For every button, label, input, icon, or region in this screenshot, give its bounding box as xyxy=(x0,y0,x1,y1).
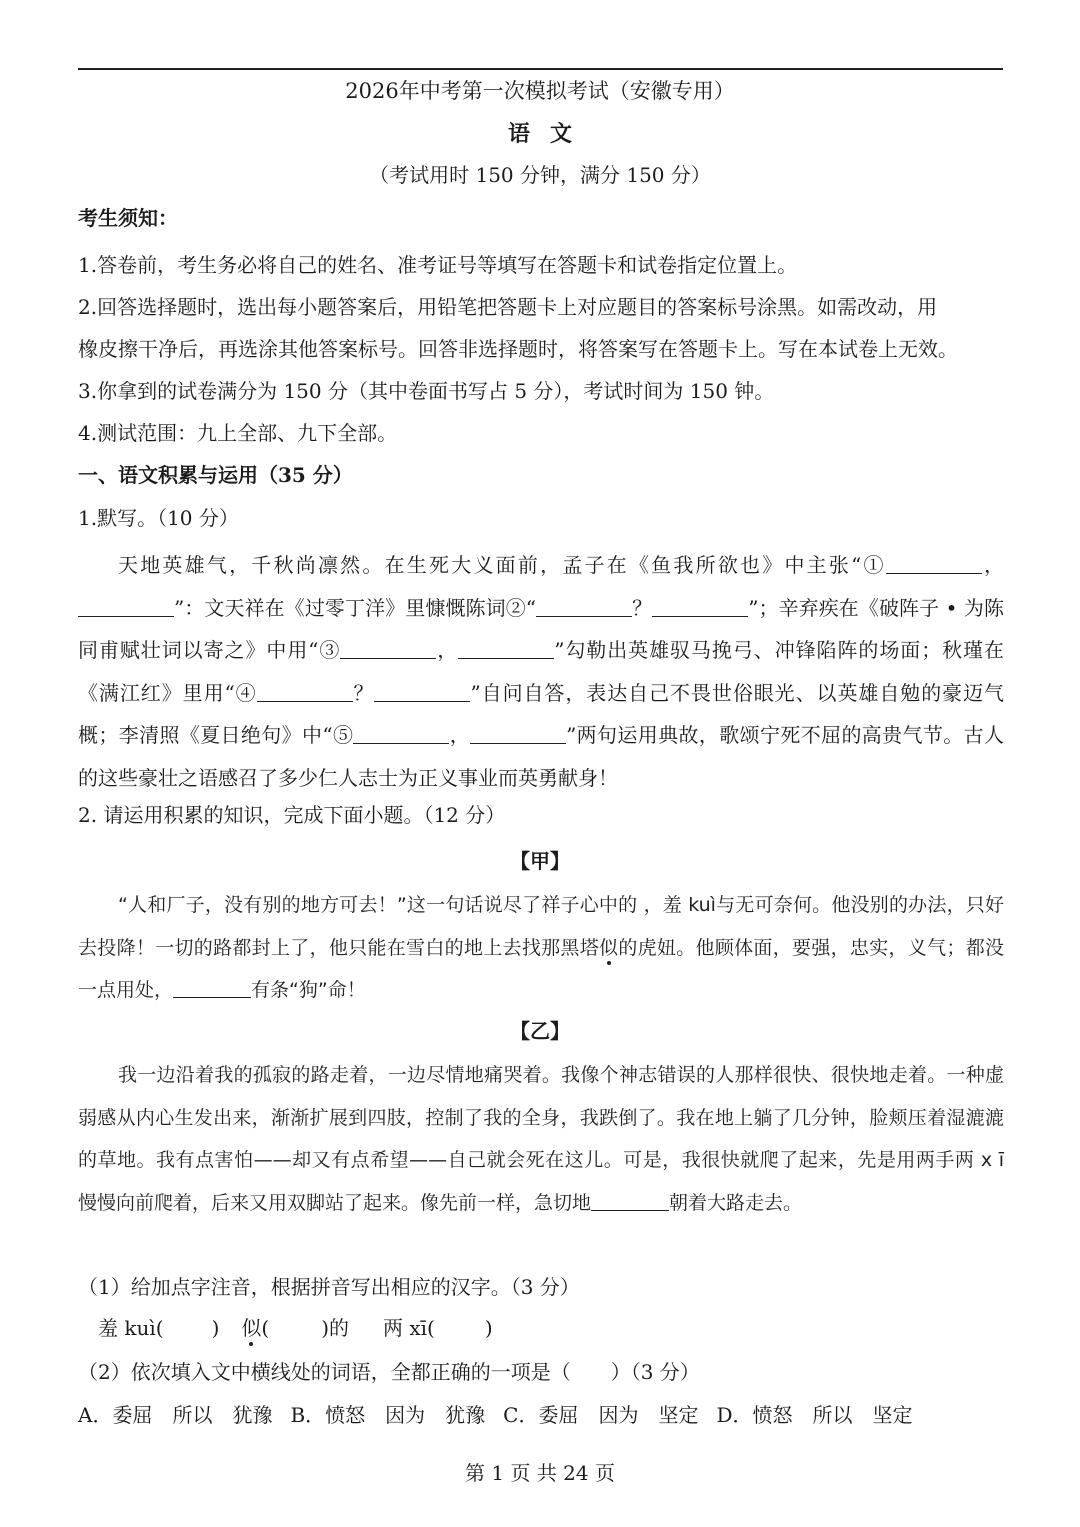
notice-item-4: 4.测试范围：九上全部、九下全部。 xyxy=(78,421,398,445)
blank-2a[interactable] xyxy=(536,594,632,617)
section-1-heading: 一、语文积累与运用（35 分） xyxy=(78,463,353,487)
blank-5b[interactable] xyxy=(470,721,566,744)
question-2-label: 2. 请运用积累的知识，完成下面小题。（12 分） xyxy=(78,803,506,827)
subquestion-2-options xyxy=(78,1400,931,1430)
subquestion-1-items: 羞 kuì( ) 似( )的 两 xī( ) xyxy=(98,1316,493,1340)
blank-3b[interactable] xyxy=(458,636,554,659)
answer-kui[interactable] xyxy=(164,1315,212,1337)
passage-yi: 我一边沿着我的孤寂的路走着，一边尽情地痛哭着。我像个神志错误的人那样很快、很快地走着。一种虚弱感从内心生发出来，渐渐扩展到四肢，控制了我的全身，我跌倒了。我在地上躺了几分钟，脸颊压着湿漉漉的草地。我有点害怕——却又有点希望——自己就会死在这儿。可是，我很快就爬了起来，先是用两手两 x ī 慢慢向前爬着，后来又用双脚站了起来。像先前一样，急切地 朝着大路走去。 xyxy=(78,1064,1004,1214)
header-rule xyxy=(78,68,1003,70)
blank-3a[interactable] xyxy=(340,636,436,659)
exam-time-info: （考试用时 150 分钟，满分 150 分） xyxy=(369,163,711,187)
answer-xi[interactable] xyxy=(435,1315,485,1337)
answer-si[interactable] xyxy=(269,1315,321,1337)
subquestion-1-label: （1）给加点字注音，根据拼音写出相应的汉字。（3 分） xyxy=(78,1275,580,1299)
question-1-label: 1.默写。（10 分） xyxy=(78,506,239,530)
blank-jia[interactable] xyxy=(173,975,251,998)
dotted-char-si-2: 似 xyxy=(241,1316,262,1340)
option-a[interactable]: A．委屈 所以 犹豫 xyxy=(78,1403,273,1427)
notice-item-1: 1.答卷前，考生务必将自己的姓名、准考证号等填写在答题卡和试卷指定位置上。 xyxy=(78,253,798,277)
option-b[interactable]: B．愤怒 因为 犹豫 xyxy=(290,1403,486,1427)
blank-4a[interactable] xyxy=(257,679,353,702)
blank-1a[interactable] xyxy=(886,551,982,574)
blank-1b[interactable] xyxy=(78,594,174,617)
notice-item-3: 3.你拿到的试卷满分为 150 分（其中卷面书写占 5 分），考试时间为 150 钟。 xyxy=(78,379,775,403)
passage-yi-heading: 【乙】 xyxy=(510,1019,570,1043)
passage-jia: “人和厂子，没有别的地方可去！”这一句话说尽了祥子心中的 ，羞 kuì与无可奈何。他没别的办法，只好去投降！一切的路都封上了，他只能在雪白的地上去找那黑塔似的虎妞。他顾体面，要强，忠实，义气；都没一点用处， 有条“狗”命！ xyxy=(78,894,1004,1001)
page-number: 第 1 页 共 24 页 xyxy=(465,1461,615,1485)
notice-item-2-cont: 橡皮擦干净后，再选涂其他答案标号。回答非选择题时，将答案写在答题卡上。写在本试卷上无效。 xyxy=(78,337,958,361)
exam-title: 2026年中考第一次模拟考试（安徽专用） xyxy=(345,79,735,103)
blank-2b[interactable] xyxy=(652,594,748,617)
blank-5a[interactable] xyxy=(353,721,449,744)
option-c[interactable]: C．委屈 因为 坚定 xyxy=(503,1403,699,1427)
notice-heading: 考生须知： xyxy=(78,206,178,230)
subquestion-2-label: （2）依次填入文中横线处的词语，全都正确的一项是（ ）（3 分） xyxy=(78,1360,700,1384)
subject-title: 语文 xyxy=(507,121,592,147)
passage-jia-heading: 【甲】 xyxy=(510,849,570,873)
notice-item-2: 2.回答选择题时，选出每小题答案后，用铅笔把答题卡上对应题目的答案标号涂黑。如需改动，用 xyxy=(78,295,938,319)
blank-yi[interactable] xyxy=(591,1188,669,1211)
option-d[interactable]: D．愤怒 所以 坚定 xyxy=(716,1403,913,1427)
question-1-passage: 天地英雄气，千秋尚凛然。在生死大义面前，孟子在《鱼我所欲也》中主张“① ，”：文天祥在《过零丁洋》里慷慨陈词②“ ？ ”；辛弃疾在《破阵子 • 为陈同甫赋壮词以寄之》中用“③ ， ”勾勒出英雄驭马挽弓、冲锋陷阵的场面；秋瑾在《满江红》里用“④ ？ ”自问自答，表达自己不畏世俗眼光、以英雄自勉的豪迈气概；李清照《夏日绝句》中“⑤ ， ”两句运用典故，歌颂宁死不屈的高贵气节。古人的这些豪壮之语感召了多少仁人志士为正义事业而英勇献身！ xyxy=(78,553,1005,790)
dotted-char-si: 似 xyxy=(599,936,619,959)
blank-4b[interactable] xyxy=(374,679,470,702)
